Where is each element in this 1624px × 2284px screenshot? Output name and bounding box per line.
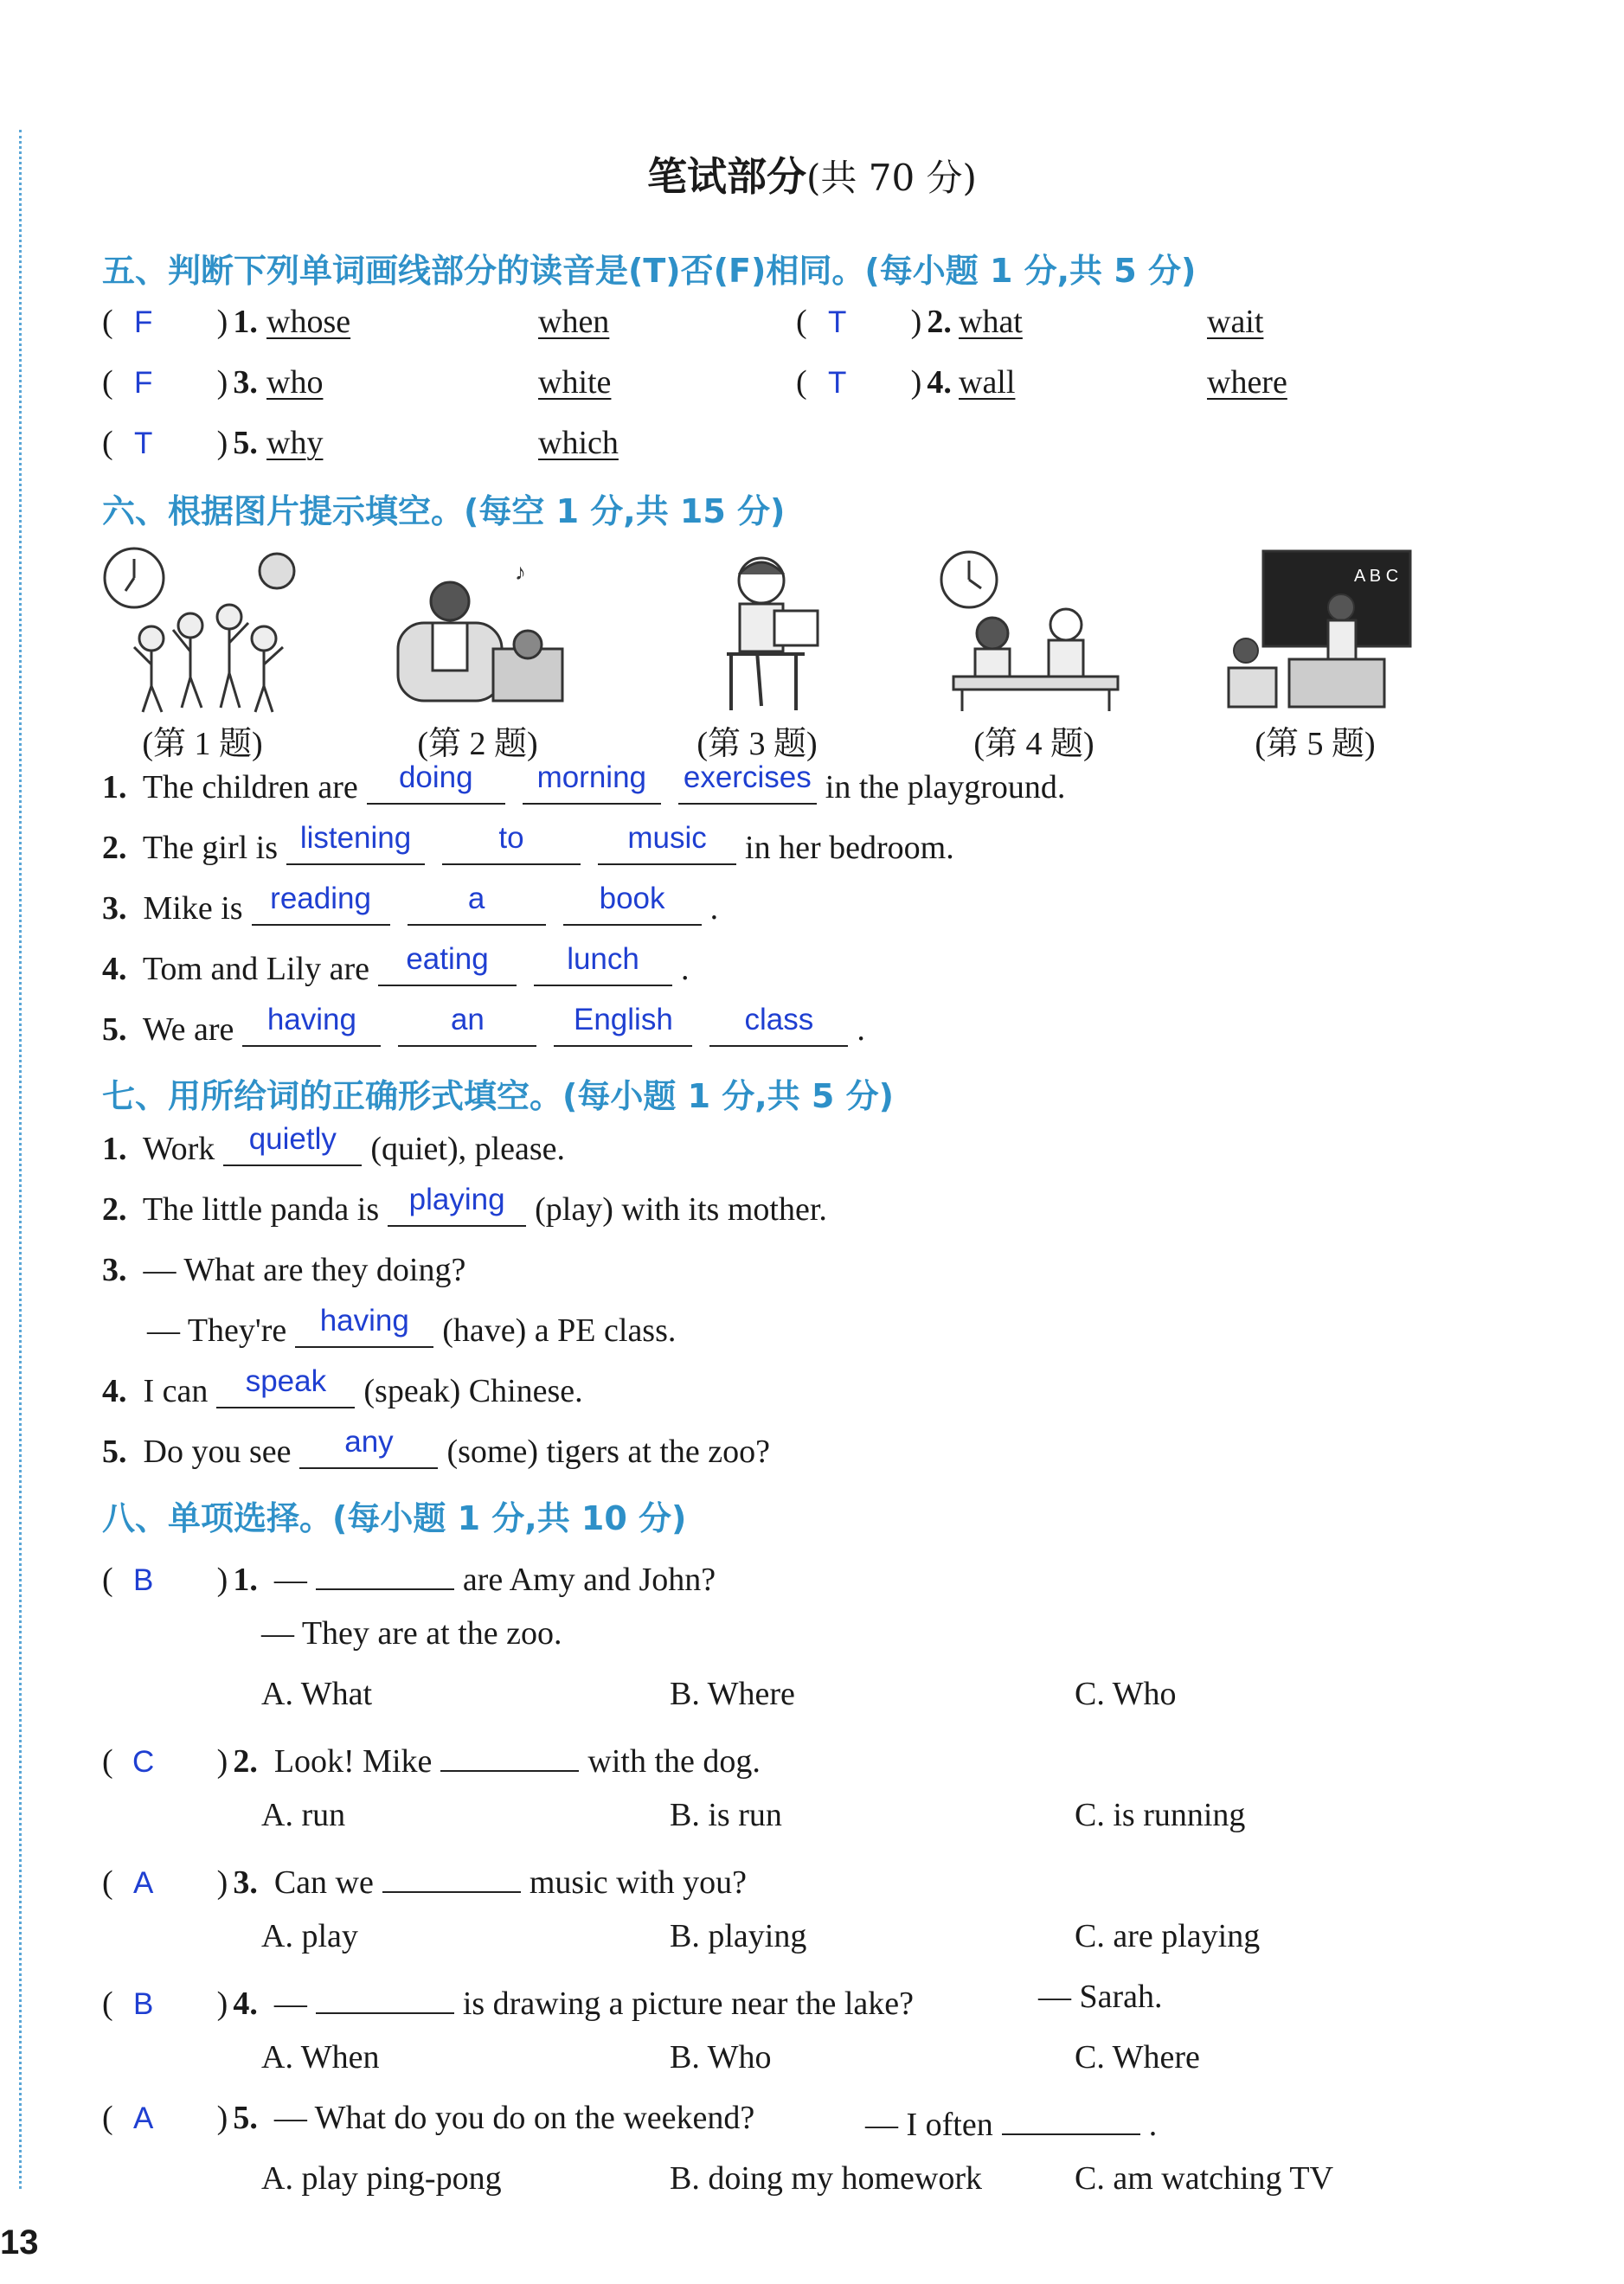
answer-blank[interactable]: music [627,821,707,855]
svg-text:A B C: A B C [1354,567,1399,586]
s5-word: whose [266,304,351,340]
s6-question-5: 5. We are having an English class . [102,1003,865,1048]
s7-question-5: 5. Do you see any (some) tigers at the zoo? [102,1425,770,1470]
answer-blank[interactable]: morning [536,760,647,794]
option-b[interactable]: B. Where [670,1676,795,1712]
answer[interactable]: T [133,427,153,460]
s5-word: who [266,364,324,401]
title-text: 笔试部分 [647,153,807,200]
answer[interactable]: F [133,366,153,400]
option-c[interactable]: C. Where [1075,2039,1200,2075]
answer[interactable]: T [827,366,847,400]
s5-item-1: ( F ) 1. [102,304,258,340]
answer-blank[interactable]: playing [408,1183,505,1216]
answer-blank[interactable]: eating [406,942,489,976]
s7-question-2: 2. The little panda is playing (play) with its mother. [102,1183,827,1228]
s8-question-5: ( A ) 5. — What do you do on the weekend? [102,2100,755,2136]
answer[interactable]: F [133,305,153,339]
answer-blank[interactable]: class [744,1003,814,1036]
s7-question-3-reply: — They're having (have) a PE class. [147,1304,677,1349]
tom-lily-eating-lunch-picture [936,547,1127,715]
s6-question-4: 4. Tom and Lily are eating lunch . [102,942,690,987]
page-title [0,145,1624,202]
answer-blank[interactable]: exercises [683,760,812,794]
answer-blank[interactable]: speak [245,1364,327,1398]
option-a[interactable]: A. play [261,1918,358,1954]
s8-question-4: ( B ) 4. — is drawing a picture near the lake? [102,1978,914,2023]
option-b[interactable]: B. is run [670,1797,782,1833]
s8-question-1: ( B ) 1. — are Amy and John? [102,1554,716,1599]
page-number: 13 [0,2223,39,2262]
s5-word: wall [959,364,1016,401]
answer-blank[interactable]: any [344,1425,394,1459]
girl-listening-music-picture [389,562,571,709]
answer-blank[interactable]: listening [299,821,412,855]
s5-item-4: ( T ) 4. [796,364,952,401]
choice-answer[interactable]: A [132,2101,154,2135]
answer-blank[interactable]: lunch [567,942,639,976]
choice-answer[interactable]: C [132,1745,155,1779]
s8-question-4-reply: — Sarah. [1038,1979,1163,2015]
s5-word: wait [1207,304,1264,340]
s5-word: white [538,364,612,401]
children-exercising-picture [99,543,307,716]
option-a[interactable]: A. run [261,1797,346,1833]
s5-item-2: ( T ) 2. [796,304,952,340]
answer-blank[interactable]: quietly [248,1122,337,1156]
option-b[interactable]: B. Who [670,2039,772,2075]
picture-caption: (第 1 题) [142,726,263,762]
picture-caption: (第 5 题) [1255,726,1376,762]
answer-blank[interactable]: having [319,1304,409,1338]
s5-item-5: ( T ) 5. [102,425,258,461]
s8-question-5-reply: — I often . [865,2099,1157,2144]
option-c[interactable]: C. am watching TV [1075,2160,1334,2197]
s6-question-3: 3. Mike is reading a book . [102,882,719,927]
section6-heading: 六、根据图片提示填空。(每空 1 分,共 15 分) [102,492,786,530]
section7-heading: 七、用所给词的正确形式填空。(每小题 1 分,共 5 分) [102,1077,894,1115]
option-a[interactable]: A. When [261,2039,380,2075]
option-c[interactable]: C. are playing [1075,1918,1261,1954]
answer-blank[interactable]: an [450,1003,485,1036]
s5-word: where [1207,364,1287,401]
option-b[interactable]: B. playing [670,1918,807,1954]
section8-heading: 八、单项选择。(每小题 1 分,共 10 分) [102,1499,687,1537]
option-c[interactable]: C. is running [1075,1797,1246,1833]
picture-caption: (第 4 题) [973,726,1094,762]
title-score: (共 70 分) [806,157,977,199]
english-class-picture [1224,547,1415,715]
answer[interactable]: T [827,305,847,339]
choice-answer[interactable]: B [132,1987,154,2021]
svg-text:♪: ♪ [515,562,526,585]
picture-caption: (第 2 题) [417,726,538,762]
s5-word: what [959,304,1023,340]
s7-question-1: 1. Work quietly (quiet), please. [102,1122,566,1167]
option-b[interactable]: B. doing my homework [670,2160,982,2197]
s8-question-1-line2: — They are at the zoo. [261,1615,562,1652]
option-a[interactable]: A. play ping-pong [261,2160,502,2197]
answer-blank[interactable]: English [574,1003,673,1036]
s5-word: when [538,304,610,340]
s7-question-3: 3. — What are they doing? [102,1252,466,1288]
s5-word: why [266,425,324,461]
answer-blank[interactable]: having [266,1003,356,1036]
choice-answer[interactable]: A [132,1866,154,1900]
section5-heading: 五、判断下列单词画线部分的读音是(T)否(F)相同。(每小题 1 分,共 5 分) [102,252,1197,290]
s5-word: which [538,425,619,461]
s8-question-2: ( C ) 2. Look! Mike with the dog. [102,1735,761,1780]
s6-question-2: 2. The girl is listening to music in her bedroom. [102,821,954,866]
picture-caption: (第 3 题) [696,726,818,762]
choice-answer[interactable]: B [132,1563,154,1597]
s7-question-4: 4. I can speak (speak) Chinese. [102,1364,583,1409]
s6-question-1: 1. The children are doing morning exercises in the playground. [102,760,1066,805]
option-c[interactable]: C. Who [1075,1676,1177,1712]
s8-question-3: ( A ) 3. Can we music with you? [102,1857,747,1902]
boy-reading-book-picture [709,550,831,715]
answer-blank[interactable]: reading [270,882,371,915]
option-a[interactable]: A. What [261,1676,373,1712]
answer-blank[interactable]: to [498,821,524,855]
s5-item-3: ( F ) 3. [102,364,258,401]
answer-blank[interactable]: a [467,882,485,915]
answer-blank[interactable]: doing [398,760,473,794]
margin-dotted-line [19,130,22,2189]
answer-blank[interactable]: book [599,882,665,915]
